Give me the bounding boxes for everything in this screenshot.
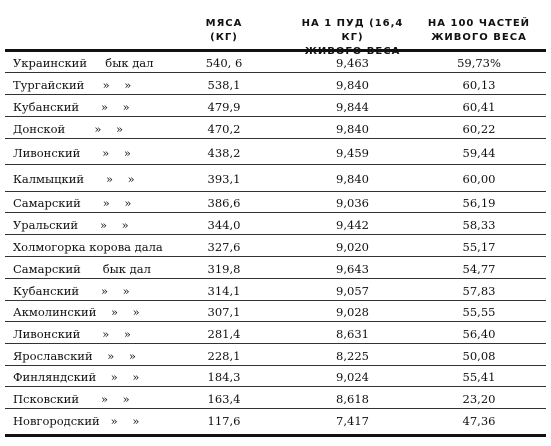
row-per-100: 60,13 bbox=[462, 78, 496, 92]
row-meat-kg: 344,0 bbox=[207, 218, 241, 232]
table-row bbox=[5, 140, 546, 165]
bottom-rule bbox=[5, 434, 546, 437]
row-meat-kg: 438,2 bbox=[207, 146, 241, 160]
row-breed: Донской » » bbox=[13, 122, 124, 136]
row-per-100: 58,33 bbox=[462, 218, 496, 232]
row-meat-kg: 307,1 bbox=[207, 305, 241, 319]
row-breed: Самарский бык дал bbox=[13, 262, 151, 276]
table-row bbox=[5, 118, 546, 139]
row-meat-kg: 393,1 bbox=[207, 172, 241, 186]
row-divider bbox=[5, 72, 546, 73]
row-per-100: 60,41 bbox=[462, 100, 496, 114]
row-per-100: 50,08 bbox=[462, 349, 496, 363]
row-breed: Украинский бык дал bbox=[13, 56, 154, 70]
row-per-pud: 9,844 bbox=[336, 100, 369, 114]
table-header bbox=[5, 0, 546, 46]
table-row bbox=[5, 166, 546, 192]
row-per-100: 23,20 bbox=[462, 392, 496, 406]
row-breed: Самарский » » bbox=[13, 196, 132, 210]
row-per-pud: 8,225 bbox=[336, 349, 369, 363]
row-meat-kg: 117,6 bbox=[207, 414, 241, 428]
table-row bbox=[5, 236, 546, 257]
header-pct-line2: ЖИВОГО ВЕСА bbox=[431, 32, 527, 43]
row-meat-kg: 538,1 bbox=[207, 78, 241, 92]
row-per-pud: 8,631 bbox=[336, 327, 369, 341]
row-divider bbox=[5, 256, 546, 257]
table-row bbox=[5, 258, 546, 279]
row-breed: Финляндский » » bbox=[13, 370, 140, 384]
row-divider bbox=[5, 234, 546, 235]
row-breed: Кубанский » » bbox=[13, 284, 130, 298]
row-meat-kg: 386,6 bbox=[207, 196, 241, 210]
row-per-pud: 9,463 bbox=[336, 56, 369, 70]
row-meat-kg: 319,8 bbox=[207, 262, 241, 276]
row-per-100: 47,36 bbox=[462, 414, 496, 428]
row-per-pud: 9,057 bbox=[336, 284, 369, 298]
row-per-pud: 9,024 bbox=[336, 370, 369, 384]
row-per-pud: 9,020 bbox=[336, 240, 369, 254]
row-divider bbox=[5, 408, 546, 409]
row-per-pud: 9,028 bbox=[336, 305, 369, 319]
row-divider bbox=[5, 212, 546, 213]
row-breed: Ливонский » » bbox=[13, 146, 131, 160]
row-per-pud: 8,618 bbox=[336, 392, 369, 406]
row-breed: Калмыцкий » » bbox=[13, 172, 135, 186]
row-divider bbox=[5, 116, 546, 117]
header-meat bbox=[195, 17, 253, 45]
row-per-pud: 9,442 bbox=[336, 218, 369, 232]
row-breed: Акмолинский » » bbox=[13, 305, 140, 319]
row-meat-kg: 470,2 bbox=[207, 122, 241, 136]
row-divider bbox=[5, 300, 546, 301]
row-divider bbox=[5, 191, 546, 192]
row-meat-kg: 281,4 bbox=[207, 327, 241, 341]
table-row bbox=[5, 345, 546, 366]
row-per-pud: 9,840 bbox=[336, 122, 369, 136]
row-divider bbox=[5, 386, 546, 387]
row-per-100: 59,73% bbox=[457, 56, 501, 70]
row-divider bbox=[5, 138, 546, 139]
row-breed: Ливонский » » bbox=[13, 327, 131, 341]
row-divider bbox=[5, 278, 546, 279]
row-breed: Холмогорка корова дала bbox=[13, 240, 163, 254]
row-per-pud: 9,840 bbox=[336, 78, 369, 92]
row-per-100: 55,55 bbox=[462, 305, 496, 319]
row-breed: Псковский » » bbox=[13, 392, 130, 406]
row-meat-kg: 327,6 bbox=[207, 240, 241, 254]
header-rule bbox=[5, 49, 546, 52]
row-per-100: 56,19 bbox=[462, 196, 496, 210]
row-per-100: 59,44 bbox=[462, 146, 496, 160]
row-breed: Тургайский » » bbox=[13, 78, 132, 92]
row-meat-kg: 228,1 bbox=[207, 349, 241, 363]
table-row bbox=[5, 96, 546, 117]
row-meat-kg: 184,3 bbox=[207, 370, 241, 384]
row-divider bbox=[5, 321, 546, 322]
row-per-100: 55,41 bbox=[462, 370, 496, 384]
header-pct-line1: НА 100 ЧАСТЕЙ bbox=[427, 18, 531, 29]
row-meat-kg: 163,4 bbox=[207, 392, 241, 406]
row-divider bbox=[5, 343, 546, 344]
row-meat-kg: 540, 6 bbox=[205, 56, 243, 70]
header-meat-line1: МЯСА bbox=[205, 18, 243, 29]
row-per-100: 57,83 bbox=[462, 284, 496, 298]
header-meat-line2: (КГ) bbox=[210, 32, 238, 43]
table-row bbox=[5, 367, 546, 387]
table-row bbox=[5, 302, 546, 322]
row-divider bbox=[5, 164, 546, 165]
row-meat-kg: 314,1 bbox=[207, 284, 241, 298]
row-breed: Кубанский » » bbox=[13, 100, 130, 114]
table-row bbox=[5, 53, 546, 73]
row-per-pud: 7,417 bbox=[336, 414, 369, 428]
table-row bbox=[5, 388, 546, 409]
row-per-100: 60,22 bbox=[462, 122, 496, 136]
meat-yield-table bbox=[5, 0, 546, 428]
row-divider bbox=[5, 365, 546, 366]
row-per-100: 56,40 bbox=[462, 327, 496, 341]
row-divider bbox=[5, 94, 546, 95]
row-per-100: 54,77 bbox=[462, 262, 496, 276]
row-per-pud: 9,840 bbox=[336, 172, 369, 186]
row-breed: Уральский » » bbox=[13, 218, 129, 232]
row-per-pud: 9,643 bbox=[336, 262, 369, 276]
row-meat-kg: 479,9 bbox=[207, 100, 241, 114]
table-row bbox=[5, 193, 546, 213]
header-per-100 bbox=[425, 17, 533, 45]
row-per-100: 60,00 bbox=[462, 172, 496, 186]
table-row bbox=[5, 410, 546, 432]
row-per-pud: 9,459 bbox=[336, 146, 369, 160]
row-breed: Ярославский » » bbox=[13, 349, 136, 363]
header-pud-line1: НА 1 ПУД (16,4 КГ) bbox=[301, 18, 404, 43]
table-row bbox=[5, 323, 546, 344]
table-row bbox=[5, 74, 546, 95]
table-row bbox=[5, 214, 546, 235]
row-per-pud: 9,036 bbox=[336, 196, 369, 210]
table-row bbox=[5, 280, 546, 301]
row-breed: Новгородский » » bbox=[13, 414, 140, 428]
row-per-100: 55,17 bbox=[462, 240, 496, 254]
